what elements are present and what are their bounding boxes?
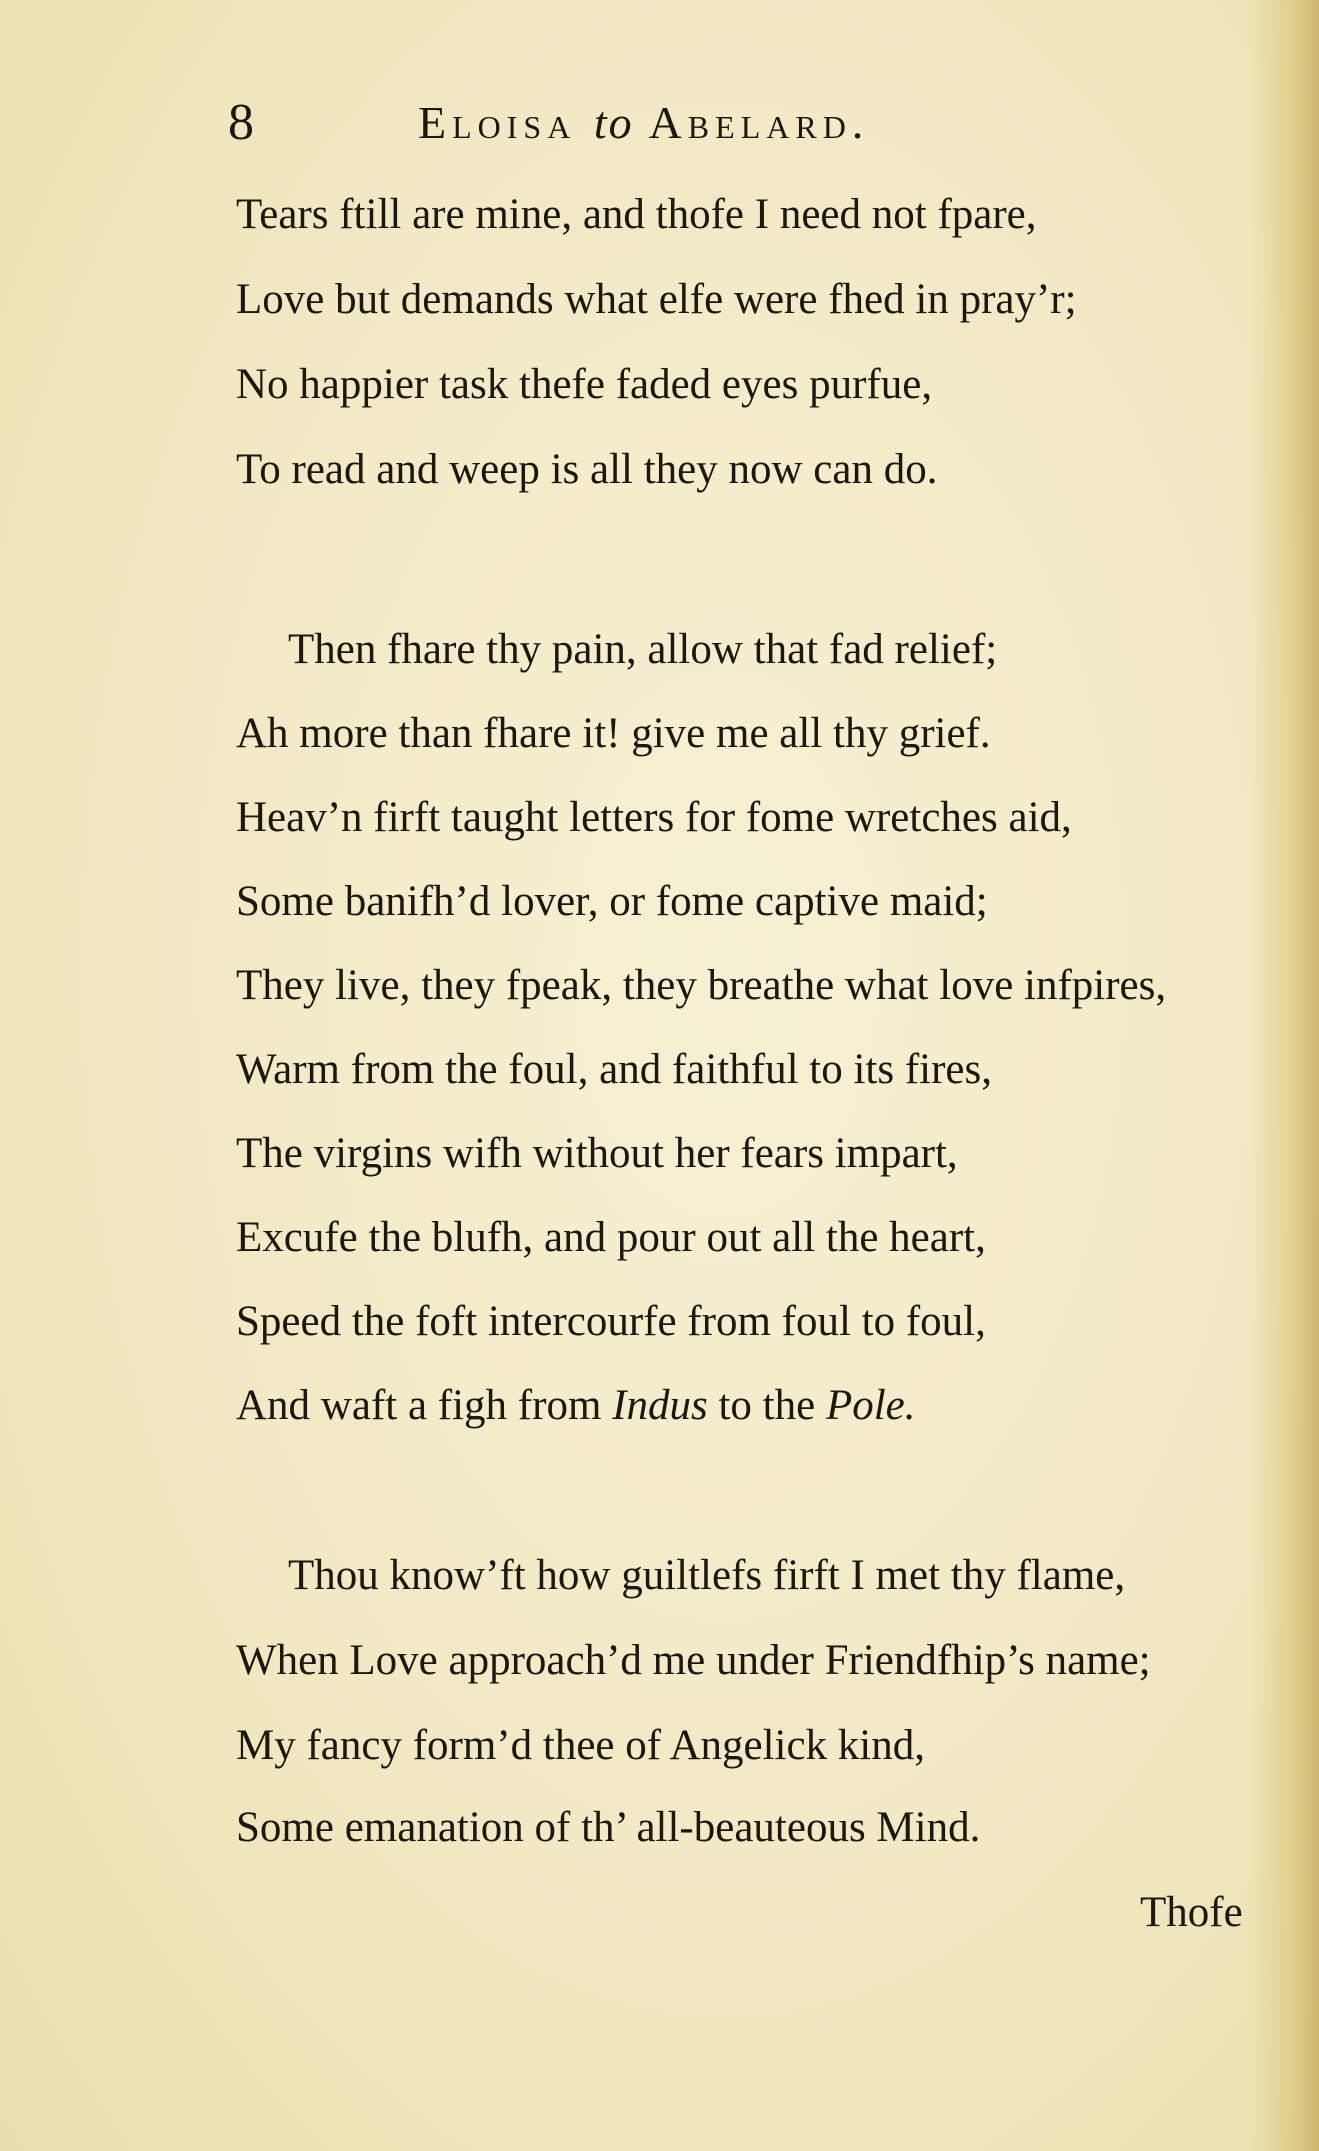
- poem-line: Tears ftill are mine, and thofe I need not fpare,: [236, 191, 1037, 238]
- poem-line: Some emanation of th’ all-beauteous Mind.: [236, 1804, 981, 1851]
- poem-line: To read and weep is all they now can do.: [236, 446, 938, 493]
- poem-line: The virgins wifh without her fears impart,: [236, 1130, 958, 1177]
- running-header: [228, 88, 1128, 158]
- poem-line: Ah more than fhare it! give me all thy grief.: [236, 710, 991, 757]
- page-number: 8: [228, 94, 254, 151]
- poem-line: Excufe the blufh, and pour out all the heart,: [236, 1214, 986, 1261]
- line-middle: to the: [707, 1382, 826, 1429]
- poem-line: Then fhare thy pain, allow that fad relief;: [288, 626, 998, 673]
- running-title: [418, 88, 869, 158]
- title-part1: Eloisa: [418, 97, 577, 148]
- title-part2: Abelard.: [648, 97, 870, 148]
- page-edge-shading: [1249, 0, 1319, 2151]
- poem-line: Heav’n firft taught letters for fome wretches aid,: [236, 794, 1072, 841]
- line-prefix: And waft a figh from: [236, 1382, 613, 1429]
- poem-line-last: [236, 1376, 916, 1436]
- poem-line: No happier task thefe faded eyes purfue,: [236, 361, 933, 408]
- poem-line: Love but demands what elfe were fhed in pray’r;: [236, 276, 1077, 323]
- poem-line: Thou know’ft how guiltlefs firft I met thy flame,: [288, 1552, 1126, 1599]
- place-name-pole: Pole.: [825, 1382, 916, 1429]
- title-connector: to: [593, 97, 634, 148]
- place-name-indus: Indus: [612, 1382, 708, 1429]
- catchword: Thofe: [1140, 1889, 1243, 1936]
- poem-line: My fancy form’d thee of Angelick kind,: [236, 1722, 926, 1769]
- poem-line: They live, they fpeak, they breathe what love infpires,: [236, 962, 1167, 1009]
- poem-line: Warm from the foul, and faithful to its fires,: [236, 1046, 993, 1093]
- poem-line: Speed the foft intercourfe from foul to foul,: [236, 1298, 986, 1345]
- poem-line: Some banifh’d lover, or fome captive maid;: [236, 878, 988, 925]
- poem-line: When Love approach’d me under Friendfhip’s name;: [236, 1637, 1151, 1684]
